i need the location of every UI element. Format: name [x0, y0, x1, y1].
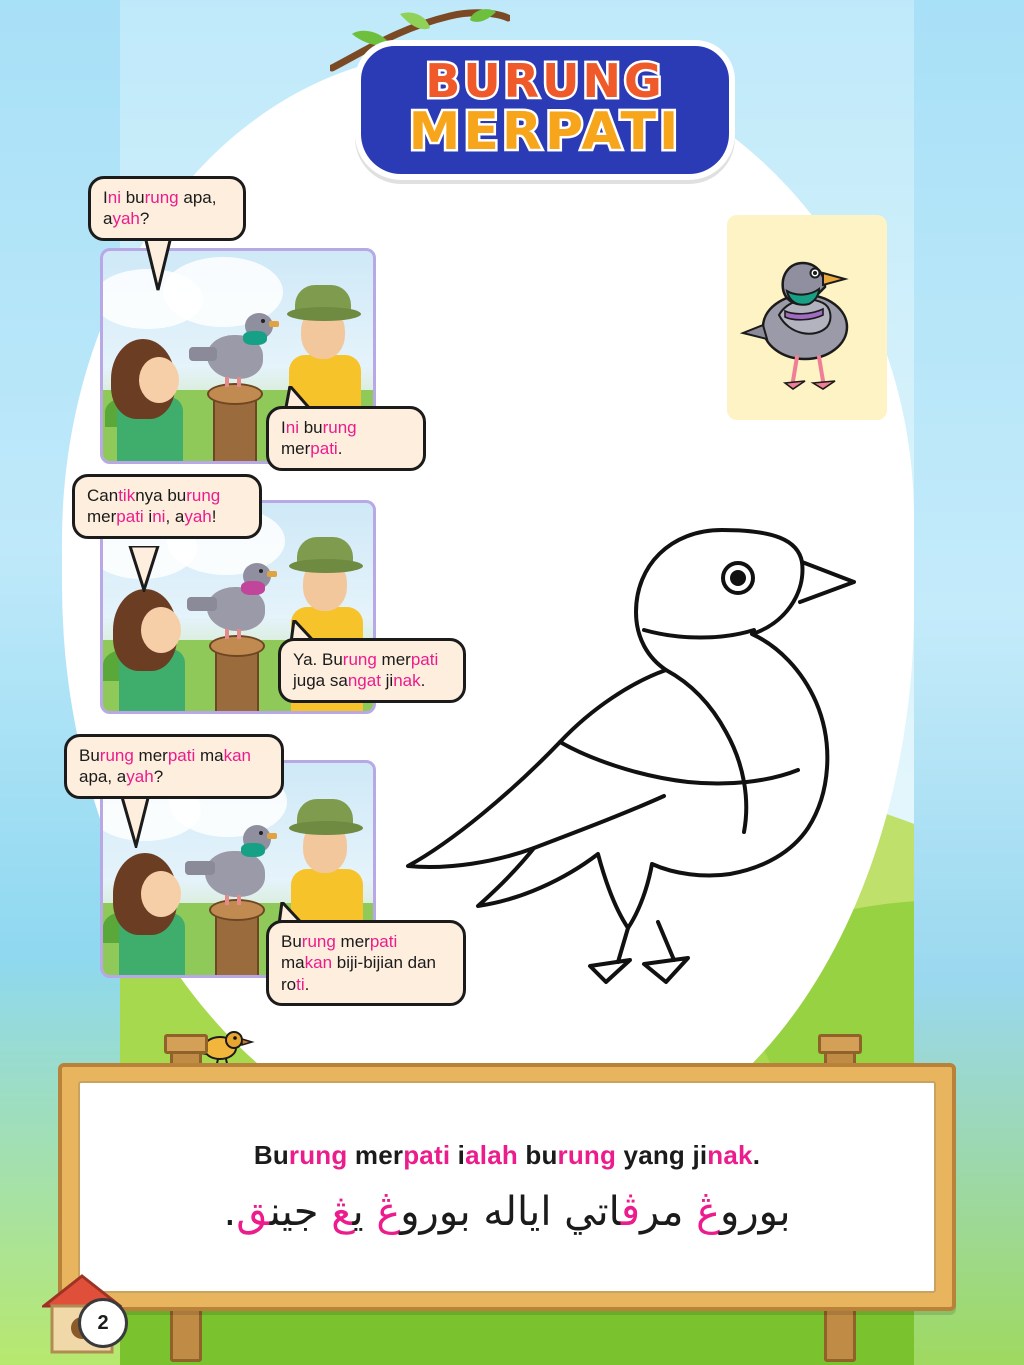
- bubble-man-1: [266, 406, 426, 471]
- board-post-right-cap: [818, 1034, 862, 1054]
- bubble-girl-1: [88, 176, 246, 241]
- bubble-man-2: [278, 638, 466, 703]
- page-number: 2: [78, 1298, 128, 1348]
- sentence-rumi: Burung merpati ialah burung yang jinak.: [253, 1139, 761, 1170]
- title-line-1: BURUNG: [425, 54, 665, 108]
- bubble-girl-3-tail: [118, 790, 158, 848]
- sentence-board: [58, 1063, 956, 1311]
- pigeon-colouring-outline: [392, 470, 892, 990]
- bubble-girl-3: [64, 734, 284, 799]
- board-post-left-cap: [164, 1034, 208, 1054]
- sentence-jawi: بوروڠ مرڤاتي اياله بوروڠ يڠ جينق.: [223, 1188, 791, 1235]
- title-line-2: MERPATI: [408, 102, 682, 162]
- bubble-girl-2-text: Cantiknya burung merpati ini, ayah!: [87, 486, 221, 527]
- pigeon-reference-box: [727, 215, 887, 420]
- title-banner: [355, 40, 735, 180]
- bubble-man-2-text: Ya. Burung merpati juga sangat jinak.: [293, 650, 439, 691]
- bubble-girl-3-text: Burung merpati makan apa, ayah?: [79, 746, 252, 787]
- bubble-girl-2-tail: [128, 546, 164, 592]
- bubble-girl-2: [72, 474, 262, 539]
- pigeon-outline-icon: [392, 470, 892, 990]
- bubble-man-3: [266, 920, 466, 1006]
- bubble-man-3-text: Burung merpati makan biji-bijian dan roti.: [281, 932, 436, 994]
- bubble-man-1-text: Ini burung merpati.: [281, 418, 357, 459]
- bubble-girl-1-text: Ini burung apa, ayah?: [103, 188, 217, 229]
- sentence-board-inner: [78, 1081, 936, 1293]
- pigeon-colour-reference-icon: [727, 215, 887, 420]
